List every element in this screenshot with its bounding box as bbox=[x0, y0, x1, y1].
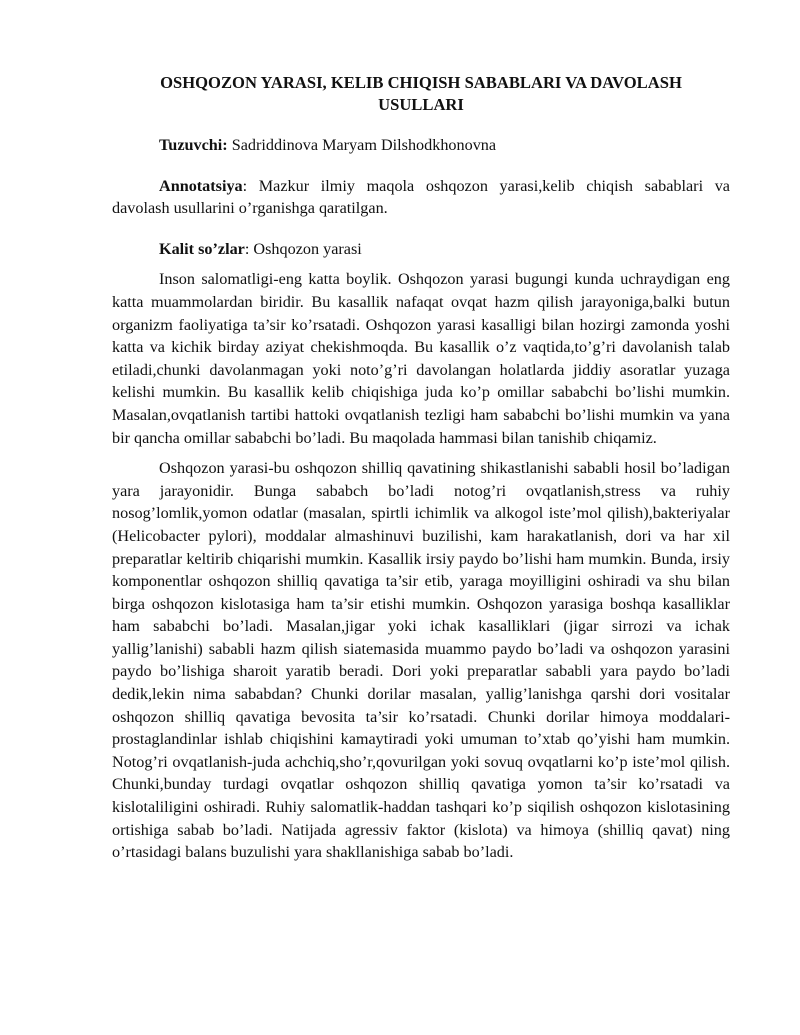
author-name: Sadriddinova Maryam Dilshodkhonovna bbox=[227, 136, 497, 154]
document-page bbox=[112, 72, 730, 872]
abstract-label: Annotatsiya bbox=[159, 176, 243, 195]
author-label: Tuzuvchi: bbox=[159, 136, 228, 154]
keywords-line bbox=[112, 238, 730, 261]
author-line bbox=[112, 134, 730, 157]
keywords-label: Kalit so’zlar bbox=[159, 239, 245, 258]
document-title: OSHQOZON YARASI, KELIB CHIQISH SABABLARI VA DAVOLASH USULLARI bbox=[160, 73, 682, 114]
abstract-line bbox=[112, 175, 730, 220]
body-paragraph-2: Oshqozon yarasi-bu oshqozon shilliq qavatining shikastlanishi sababli hosil bo’ladigan yara jarayonidir. Bunga sababch bo’ladi notog’ri ovqatlanish,stress va ruhiy nosog’lomlik,yomon odatlar (masalan, spirtli ichimlik va alkogol iste’mol qilish),bakteriyalar (Helicobacter pylori), moddalar almashinuvi buzilishi, kam harakatlanish, dori va har xil preparatlar keltirib chiqarishi mumkin. Kasallik irsiy paydo bo’lishi ham mumkin. Bunda, irsiy komponentlar oshqozon shilliq qavatiga ta’sir etib, yaraga moyilligini oshiradi va shu bilan birga oshqozon kislotasiga ham ta’sir etishi mumkin. Oshqozon yarasiga boshqa kasalliklar ham sababchi bo’ladi. Masalan,jigar yoki ichak kasalliklari (jigar sirrozi va ichak yallig’lanishi) sababli hazm qilish siatemasida muammo paydo bo’ladi va oshqozon yarasini paydo bo’lishiga sharoit yaratib beradi. Dori yoki preparatlar sababli yara paydo bo’ladi dedik,lekin nima sababdan? Chunki dorilar masalan, yallig’lanishga qarshi dori vositalar oshqozon shilliq qavatiga bevosita ta’sir ko’rsatadi. Chunki dorilar himoya moddalari-prostaglandinlar ishlab chiqishini kamaytiradi yoki umuman to’xtab qo’yishi ham mumkin. Notog’ri ovqatlanish-juda achchiq,sho’r,qovurilgan yoki sovuq ovqatlarni ko’p iste’mol qilish. Chunki,bunday turdagi ovqatlar oshqozon shilliq qavatiga yomon ta’sir ko’rsatadi va kislotaliligini oshiradi. Ruhiy salomatlik-haddan tashqari ko’p siqilish oshqozon kislotasining ortishiga sabab bo’ladi. Natijada agressiv faktor (kislota) va himoya (shilliq qavat) ning o’rtasidagi balans buzulishi yara shakllanishiga sabab bo’ladi. bbox=[112, 459, 730, 862]
body-paragraph-1: Inson salomatligi-eng katta boylik. Oshqozon yarasi bugungi kunda uchraydigan eng katta muammolardan biridir. Bu kasallik nafaqat ovqat hazm qilish jarayoniga,balki butun organizm faoliyatiga ta’sir ko’rsatadi. Oshqozon yarasi kasalligi bilan hozirgi zamonda yoshi katta va kichik birday aziyat chekishmoqda. Bu kasallik o’z vaqtida,to’g’ri davolanish talab etiladi,chunki davolanmagan yoki noto’g’ri davolangan holatlarda jiddiy asoratlar yuzaga kelishi mumkin. Bu kasallik kelib chiqishiga juda ko’p omillar sababchi bo’lishi mumkin. Masalan,ovqatlanish tartibi hattoki ovqatlanish tezligi ham sababchi bo’lishi mumkin va yana bir qancha omillar sababchi bo’ladi. Bu maqolada hammasi bilan tanishib chiqamiz. bbox=[112, 270, 730, 447]
keywords-text: : Oshqozon yarasi bbox=[244, 239, 362, 258]
abstract-text: : Mazkur ilmiy maqola oshqozon yarasi,kelib chiqish sabablari va davolash usullarini o’rganishga qaratilgan. bbox=[112, 176, 730, 218]
